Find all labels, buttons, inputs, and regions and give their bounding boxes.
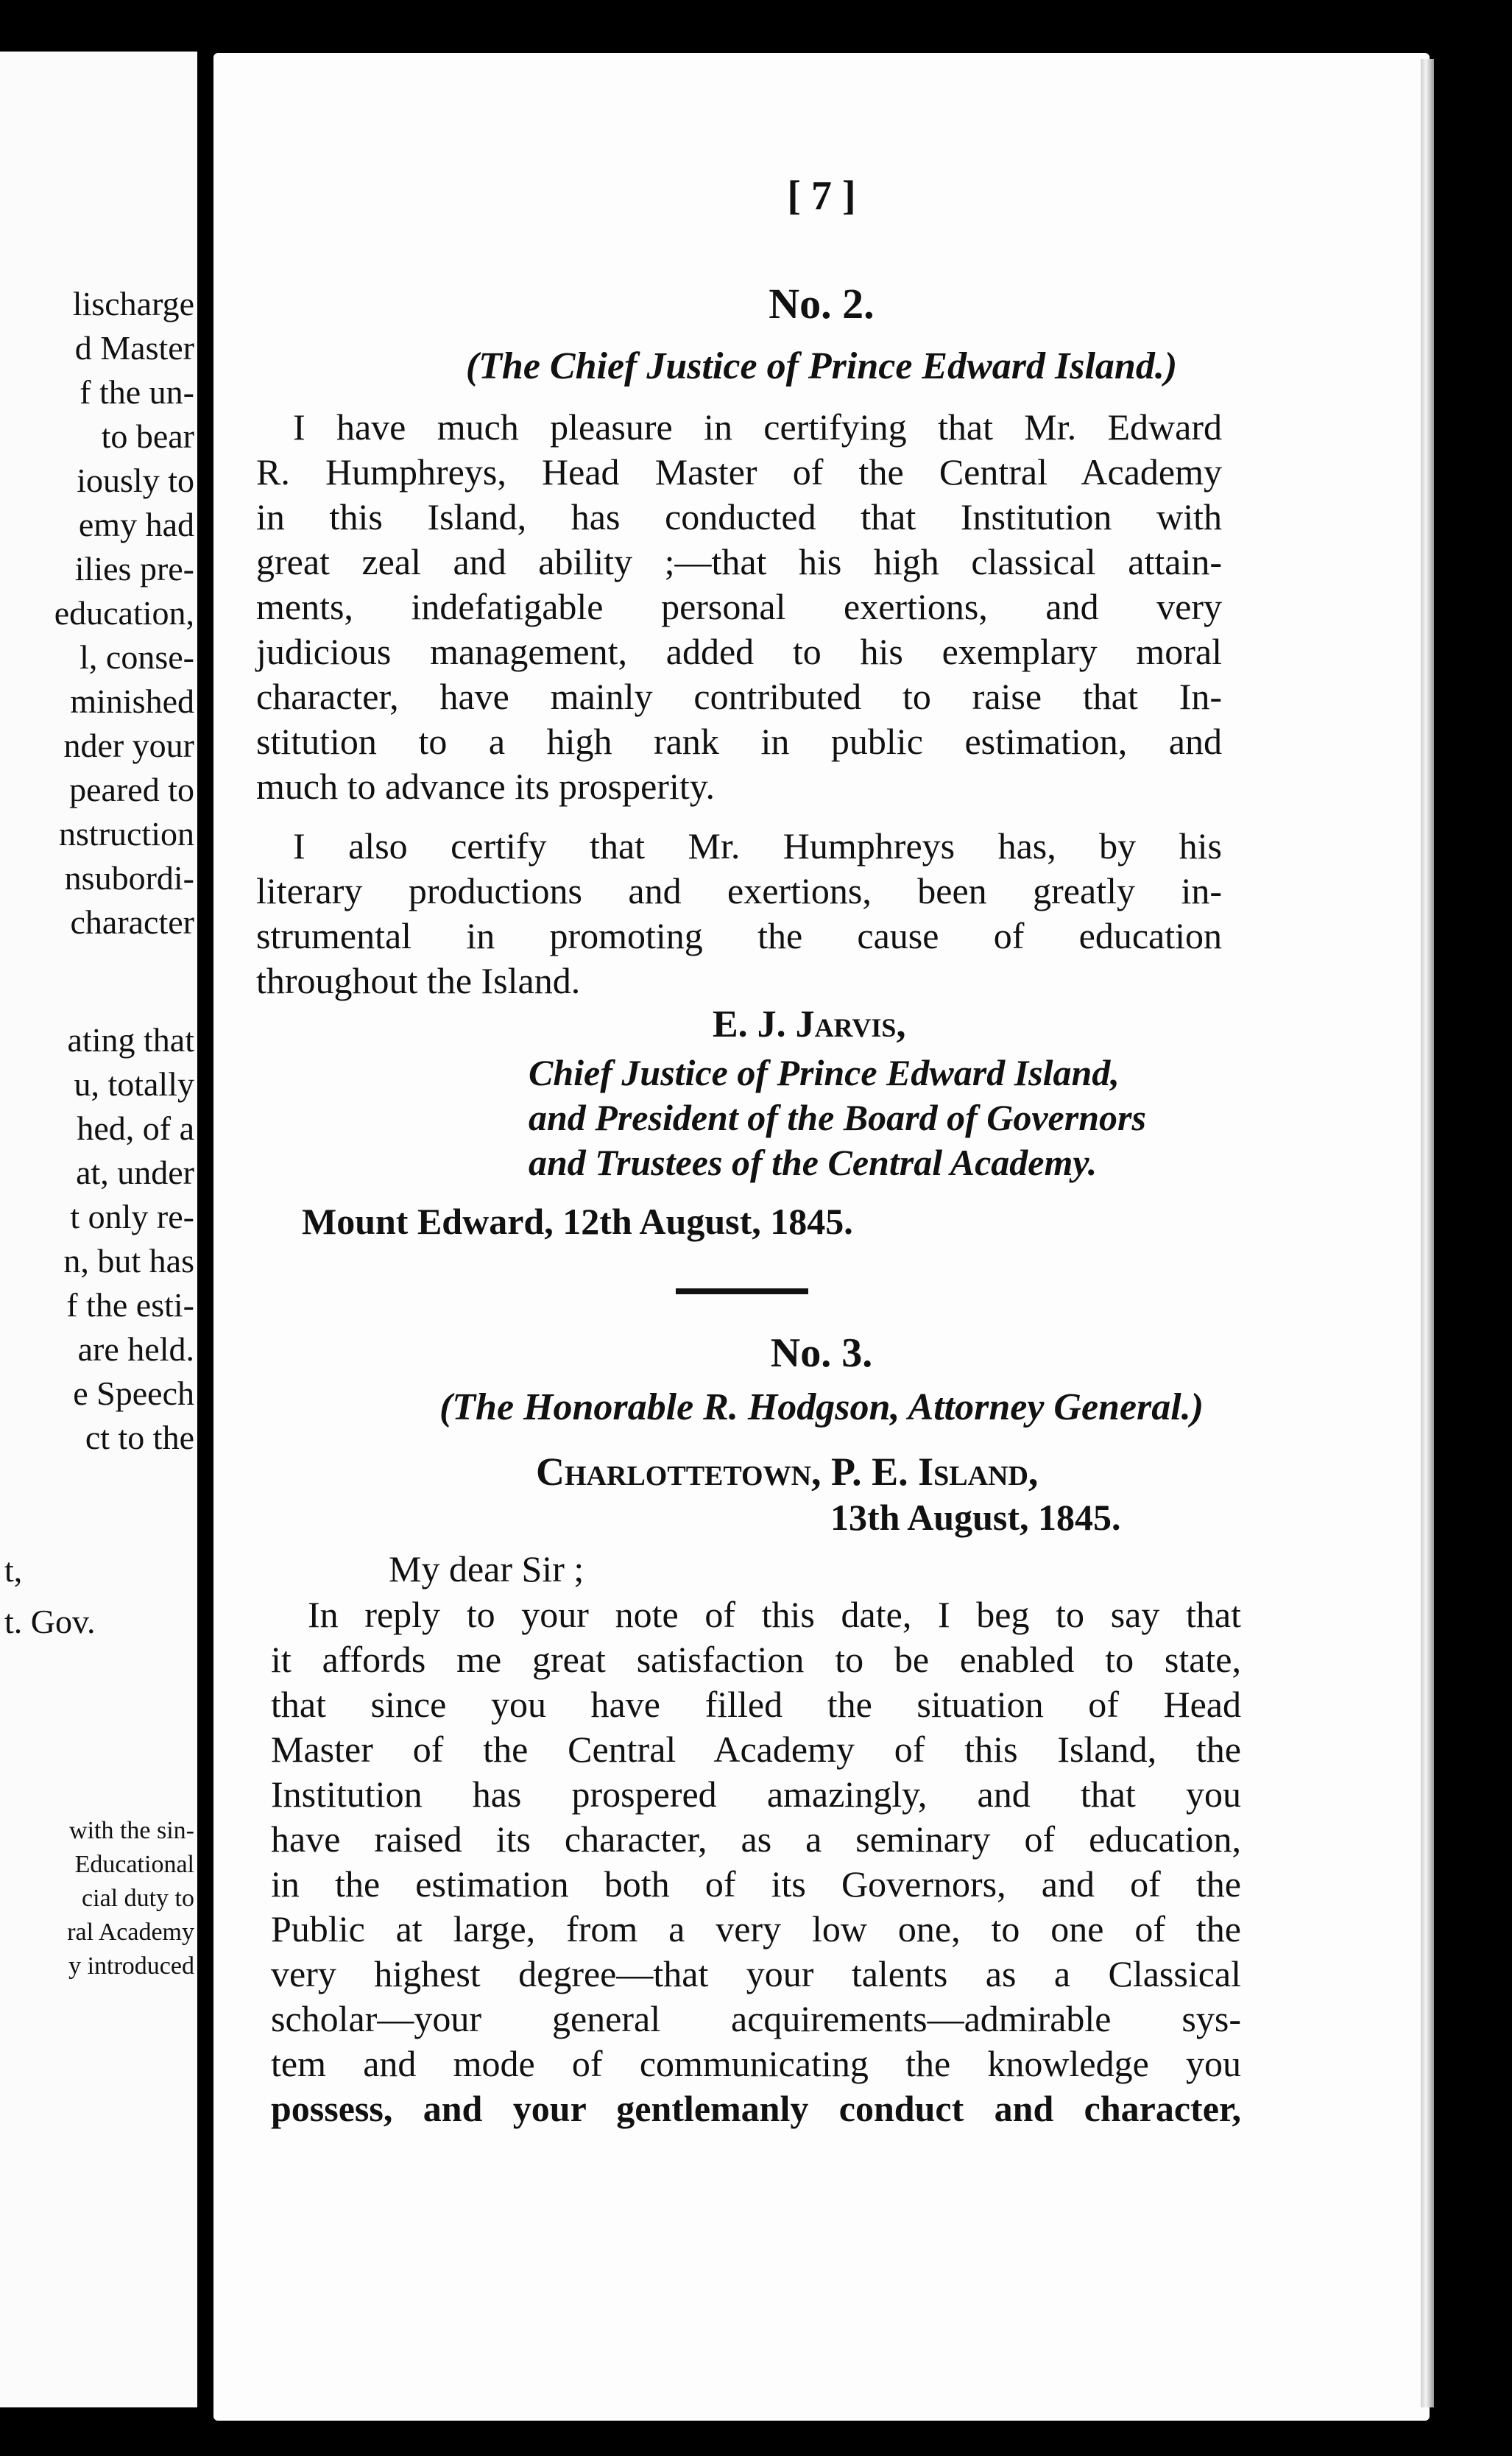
- letter-2-signature: E. J. Jarvis,: [713, 1003, 906, 1045]
- letter-2-paragraph-1-line: ments, indefatigable personal exertions, and very: [256, 586, 1222, 627]
- letter-3-place: Charlottetown, P. E. Island,: [536, 1450, 1039, 1494]
- previous-page-line: iously to: [77, 462, 194, 499]
- letter-2-title-line: and Trustees of the Central Academy.: [529, 1142, 1098, 1183]
- letter-3-paragraph-1-line: very highest degree—that your talents as a Classical: [271, 1953, 1241, 1994]
- previous-page-line: u, totally: [74, 1065, 194, 1103]
- letter-3-paragraph-1-line: that since you have filled the situation of Head: [271, 1684, 1241, 1725]
- previous-page-line: education,: [54, 594, 194, 632]
- page-number: [ 7 ]: [787, 173, 856, 219]
- letter-2-paragraph-1-line: judicious management, added to his exemplary moral: [256, 631, 1222, 672]
- letter-3-paragraph-1-line: in the estimation both of its Governors, and of the: [271, 1863, 1241, 1905]
- letter-3-paragraph-1-line: tem and mode of communicating the knowledge you: [271, 2043, 1241, 2084]
- letter-2-paragraph-1-line: I have much pleasure in certifying that Mr. Edward: [293, 406, 1222, 448]
- letter-3-salutation: My dear Sir ;: [389, 1548, 584, 1589]
- letter-3-paragraph-1-line: In reply to your note of this date, I beg to say that: [308, 1594, 1241, 1635]
- letter-2-paragraph-1-line: great zeal and ability ;—that his high classical attain-: [256, 541, 1222, 582]
- previous-page-line: t. Gov.: [4, 1603, 96, 1640]
- previous-page-line: hed, of a: [77, 1109, 194, 1147]
- previous-page-line: peared to: [69, 771, 194, 808]
- letter-2-place-date: Mount Edward, 12th August, 1845.: [302, 1201, 853, 1242]
- previous-page-line: t,: [4, 1551, 23, 1589]
- previous-page-line: n, but has: [63, 1242, 194, 1280]
- previous-page-fragment: [0, 52, 197, 2407]
- previous-page-line: l, conse-: [80, 638, 194, 676]
- letter-2-title-line: Chief Justice of Prince Edward Island,: [529, 1052, 1120, 1093]
- previous-page-line: emy had: [78, 506, 194, 543]
- letter-2-paragraph-1-line: character, have mainly contributed to raise that In-: [256, 676, 1222, 717]
- previous-page-line: nder your: [63, 727, 194, 764]
- letter-3-paragraph-1-line: scholar—your general acquirements—admirable sys-: [271, 1998, 1241, 2039]
- previous-page-line: nstruction: [59, 815, 194, 853]
- section-divider-rule: [676, 1288, 808, 1294]
- previous-page-footnote-line: cial duty to: [82, 1885, 194, 1912]
- letter-2-paragraph-2-line: throughout the Island.: [256, 960, 581, 1001]
- letter-3-paragraph-1-line: Institution has prospered amazingly, and that you: [271, 1774, 1241, 1815]
- previous-page-line: lischarge: [72, 285, 194, 322]
- previous-page-line: f the esti-: [66, 1286, 194, 1324]
- letter-2-paragraph-1-line: R. Humphreys, Head Master of the Central Academy: [256, 451, 1222, 493]
- letter-3-heading: No. 3.: [770, 1330, 873, 1376]
- letter-2-paragraph-1-line: much to advance its prosperity.: [256, 766, 715, 807]
- previous-page-footnote-line: y introduced: [68, 1952, 194, 1980]
- letter-3-paragraph-1-line: Master of the Central Academy of this Island, the: [271, 1729, 1241, 1770]
- letter-2-paragraph-2-line: I also certify that Mr. Humphreys has, by his: [293, 825, 1222, 867]
- previous-page-footnote-line: with the sin-: [69, 1817, 194, 1844]
- previous-page-line: e Speech: [73, 1375, 194, 1412]
- letter-2-paragraph-2-line: literary productions and exertions, been greatly in-: [256, 870, 1222, 911]
- previous-page-line: at, under: [76, 1154, 194, 1191]
- previous-page-line: d Master: [74, 329, 194, 367]
- previous-page-line: to bear: [101, 417, 194, 455]
- previous-page-line: minished: [70, 682, 194, 720]
- letter-2-paragraph-2-line: strumental in promoting the cause of education: [256, 915, 1222, 956]
- letter-3-paragraph-1-line: have raised its character, as a seminary of education,: [271, 1818, 1241, 1860]
- previous-page-footnote-line: ral Academy: [67, 1919, 194, 1946]
- letter-3-paragraph-1-line: possess, and your gentlemanly conduct and character,: [271, 2088, 1241, 2129]
- letter-3-date: 13th August, 1845.: [830, 1497, 1121, 1538]
- page-edge: [1421, 59, 1434, 2407]
- letter-2-paragraph-1-line: in this Island, has conducted that Institution with: [256, 496, 1222, 537]
- previous-page-footnote-line: Educational: [74, 1851, 194, 1878]
- previous-page-line: nsubordi-: [64, 859, 194, 897]
- previous-page-line: ct to the: [85, 1419, 194, 1456]
- previous-page-line: t only re-: [70, 1198, 194, 1235]
- previous-page-line: character: [70, 903, 194, 941]
- letter-3-subheading: (The Honorable R. Hodgson, Attorney General.): [439, 1386, 1204, 1428]
- previous-page-line: f the un-: [80, 373, 194, 411]
- letter-2-paragraph-1-line: stitution to a high rank in public estimation, and: [256, 721, 1222, 762]
- letter-3-paragraph-1-line: Public at large, from a very low one, to one of the: [271, 1908, 1241, 1949]
- previous-page-line: ilies pre-: [74, 550, 194, 587]
- previous-page-line: ating that: [67, 1021, 194, 1059]
- letter-3-paragraph-1-line: it affords me great satisfaction to be enabled to state,: [271, 1639, 1241, 1680]
- letter-2-subheading: (The Chief Justice of Prince Edward Island.): [465, 345, 1178, 387]
- letter-2-heading: No. 2.: [769, 280, 875, 328]
- previous-page-line: are held.: [77, 1330, 194, 1368]
- letter-2-title-line: and President of the Board of Governors: [529, 1097, 1146, 1138]
